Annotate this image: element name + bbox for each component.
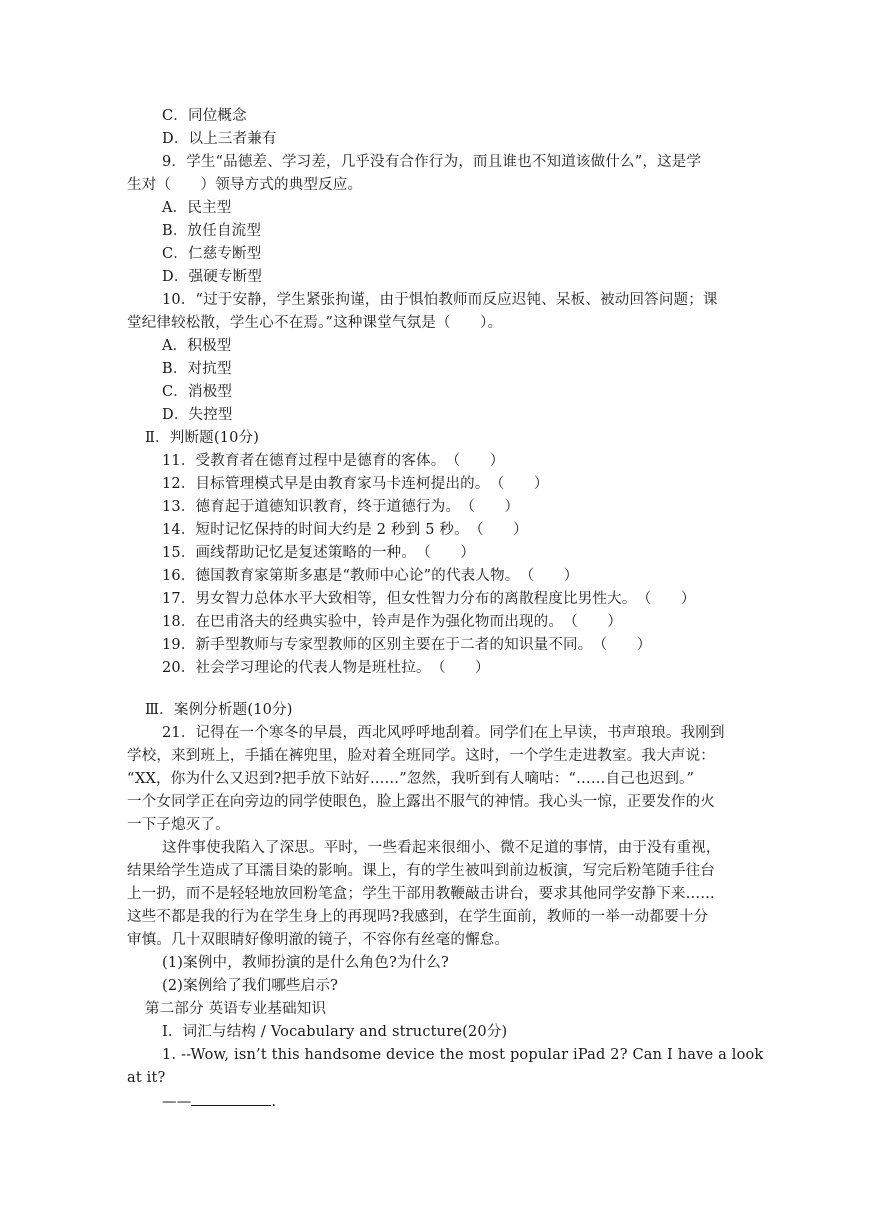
text-line: 结果给学生造成了耳濡目染的影响。课上，有的学生被叫到前边板演，写完后粉笔随手往台 [127,863,715,879]
text-line: D．以上三者兼有 [162,131,277,147]
text-line: 这件事使我陷入了深思。平时，一些看起来很细小、微不足道的事情，由于没有重视， [162,840,721,856]
text-line: 9．学生“品德差、学习差，几乎没有合作行为，而且谁也不知道该做什么”，这是学 [162,154,702,170]
answer-dash: —— [162,1094,192,1110]
text-line: 学校，来到班上，手插在裤兜里，脸对着全班同学。这时，一个学生走进教室。我大声说： [127,748,715,764]
text-line: Ⅱ．判断题(10分) [145,430,260,446]
text-line: 12．目标管理模式早是由教育家马卡连柯提出的。 （ ） [162,476,549,492]
text-line: C．同位概念 [162,108,247,124]
text-line: B．对抗型 [162,361,232,377]
text-line: 一个女同学正在向旁边的同学使眼色，脸上露出不服气的神情。我心头一惊，正要发作的火 [127,794,715,810]
text-line: A．积极型 [162,338,232,354]
text-line: (1)案例中，教师扮演的是什么角色?为什么? [162,955,449,971]
text-line: 19．新手型教师与专家型教师的区别主要在于二者的知识量不同。 （ ） [162,637,652,653]
text-line: D．失控型 [162,407,233,423]
text-line: A．民主型 [162,200,232,216]
text-line: 17．男女智力总体水平大致相等，但女性智力分布的离散程度比男性大。 （ ） [162,591,696,607]
text-line: 21．记得在一个寒冬的早晨，西北风呼呼地刮着。同学们在上早读，书声琅琅。我刚到 [162,725,725,741]
text-line: 生对（ ）领导方式的典型反应。 [127,177,363,193]
text-line: Ⅰ．词汇与结构 / Vocabulary and structure(20分) [162,1024,508,1040]
text-line: 一下子熄灭了。 [127,817,230,833]
text-line: “XX，你为什么又迟到?把手放下站好……”忽然，我听到有人嘀咕：“……自己也迟到。” [127,771,695,787]
text-line: 14．短时记忆保持的时间大约是 2 秒到 5 秒。 （ ） [162,522,528,538]
text-line: C．仁慈专断型 [162,246,262,262]
text-line: 上一扔，而不是轻轻地放回粉笔盒；学生干部用教鞭敲击讲台，要求其他同学安静下来…… [127,886,715,902]
text-line: 13．德育起于道德知识教育，终于道德行为。 （ ） [162,499,520,515]
text-line: D．强硬专断型 [162,269,263,285]
text-line: at it? [127,1070,166,1086]
text-line: 堂纪律较松散，学生心不在焉。”这种课堂气氛是（ ）。 [127,315,503,331]
text-line: 第二部分 英语专业基础知识 [145,1001,327,1017]
text-line: 15．画线帮助记忆是复述策略的一种。 （ ） [162,545,476,561]
text-line: Ⅲ．案例分析题(10分) [145,702,293,718]
text-line: 10．“过于安静，学生紧张拘谨，由于惧怕教师而反应迟钝、呆板、被动回答问题；课 [162,292,718,308]
text-line: C．消极型 [162,384,233,400]
text-line: 审慎。几十双眼睛好像明澈的镜子，不容你有丝毫的懈怠。 [127,932,510,948]
text-line: B．放任自流型 [162,223,262,239]
text-line: 1. --Wow, isn’t this handsome device the most popular iPad 2? Can I have a look [162,1047,764,1063]
text-line: 18．在巴甫洛夫的经典实验中，铃声是作为强化物而出现的。 （ ） [162,614,623,630]
text-line: 11．受教育者在德育过程中是德育的客体。 （ ） [162,453,505,469]
answer-line: —— . [162,1091,276,1112]
text-line: 16．德国教育家第斯多惠是“教师中心论”的代表人物。 （ ） [162,568,579,584]
text-line: (2)案例给了我们哪些启示? [162,978,339,994]
text-line: 这些不都是我的行为在学生身上的再现吗?我感到，在学生面前，教师的一举一动都要十分 [127,909,709,925]
text-line: 20．社会学习理论的代表人物是班杜拉。 （ ） [162,660,490,676]
answer-blank [191,1091,271,1106]
